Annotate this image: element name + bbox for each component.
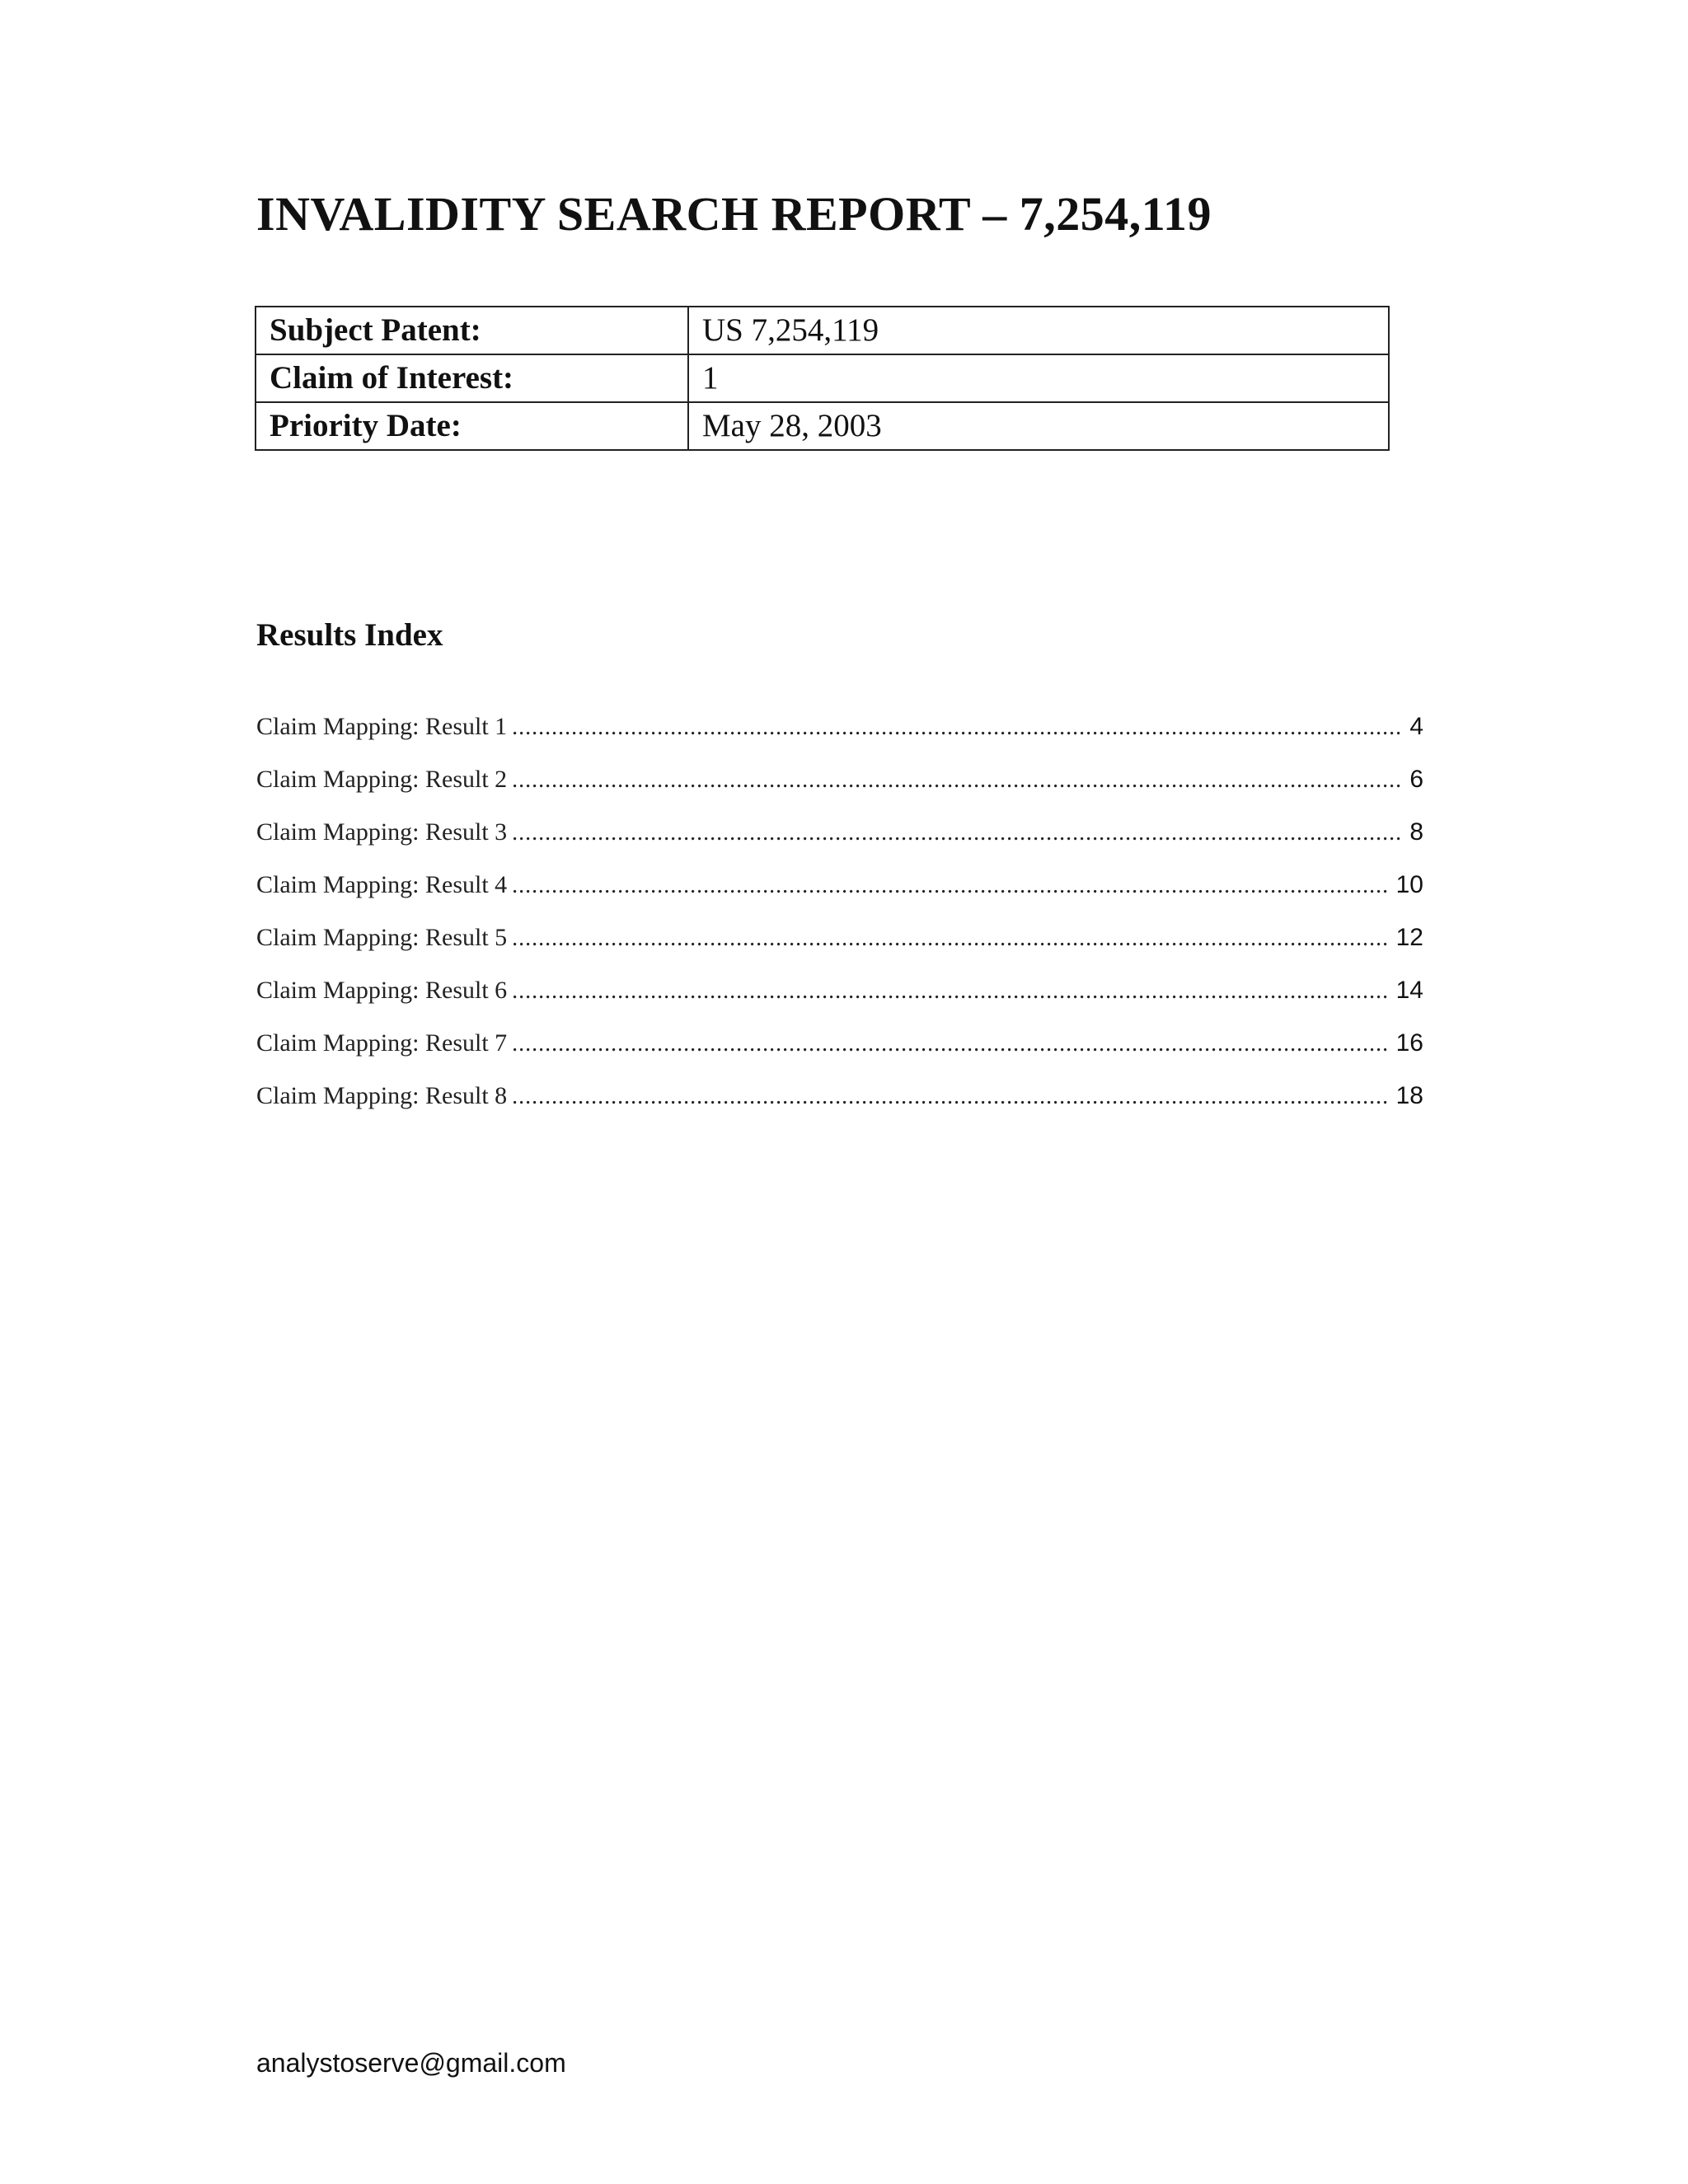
- toc-dot-leader: [512, 1026, 1389, 1062]
- toc-entry-result-7[interactable]: [256, 1025, 1423, 1078]
- toc-entry-result-1[interactable]: [256, 709, 1423, 762]
- toc-page-number: 18: [1395, 1082, 1423, 1109]
- toc-dot-leader: [512, 710, 1400, 746]
- toc-page-number: 14: [1395, 977, 1423, 1004]
- toc-page-number: 6: [1409, 766, 1423, 793]
- table-row: [256, 354, 1389, 402]
- toc-entry-result-5[interactable]: [256, 920, 1423, 972]
- subject-patent-value: US 7,254,119: [688, 307, 1389, 354]
- toc-page-number: 8: [1409, 818, 1423, 846]
- claim-of-interest-value: 1: [688, 354, 1389, 402]
- toc-dot-leader: [512, 762, 1400, 799]
- toc-entry-result-2[interactable]: [256, 762, 1423, 814]
- toc-entry-label: Claim Mapping: Result 5: [256, 924, 508, 951]
- toc-entry-label: Claim Mapping: Result 8: [256, 1082, 508, 1109]
- toc-dot-leader: [512, 973, 1389, 1010]
- toc-page-number: 10: [1395, 871, 1423, 898]
- toc-entry-label: Claim Mapping: Result 7: [256, 1029, 508, 1057]
- toc-dot-leader: [512, 815, 1400, 851]
- results-index-list: [256, 709, 1423, 1131]
- toc-dot-leader: [512, 921, 1389, 957]
- toc-entry-result-8[interactable]: [256, 1078, 1423, 1131]
- toc-page-number: 16: [1395, 1029, 1423, 1057]
- claim-of-interest-label: Claim of Interest:: [256, 354, 688, 402]
- toc-page-number: 4: [1409, 713, 1423, 740]
- results-index-heading: Results Index: [256, 617, 443, 653]
- toc-entry-result-3[interactable]: [256, 814, 1423, 867]
- patent-info-table: [255, 306, 1390, 451]
- table-row: [256, 402, 1389, 450]
- toc-entry-label: Claim Mapping: Result 1: [256, 713, 508, 740]
- toc-entry-result-4[interactable]: [256, 867, 1423, 920]
- toc-entry-label: Claim Mapping: Result 6: [256, 977, 508, 1004]
- priority-date-label: Priority Date:: [256, 402, 688, 450]
- toc-entry-result-6[interactable]: [256, 972, 1423, 1025]
- toc-dot-leader: [512, 868, 1389, 904]
- toc-entry-label: Claim Mapping: Result 2: [256, 766, 508, 793]
- toc-entry-label: Claim Mapping: Result 4: [256, 871, 508, 898]
- report-title: INVALIDITY SEARCH REPORT – 7,254,119: [256, 187, 1212, 241]
- table-row: [256, 307, 1389, 354]
- toc-entry-label: Claim Mapping: Result 3: [256, 818, 508, 846]
- toc-page-number: 12: [1395, 924, 1423, 951]
- priority-date-value: May 28, 2003: [688, 402, 1389, 450]
- footer-email: analystoserve@gmail.com: [256, 2048, 566, 2078]
- toc-dot-leader: [512, 1079, 1389, 1115]
- subject-patent-label: Subject Patent:: [256, 307, 688, 354]
